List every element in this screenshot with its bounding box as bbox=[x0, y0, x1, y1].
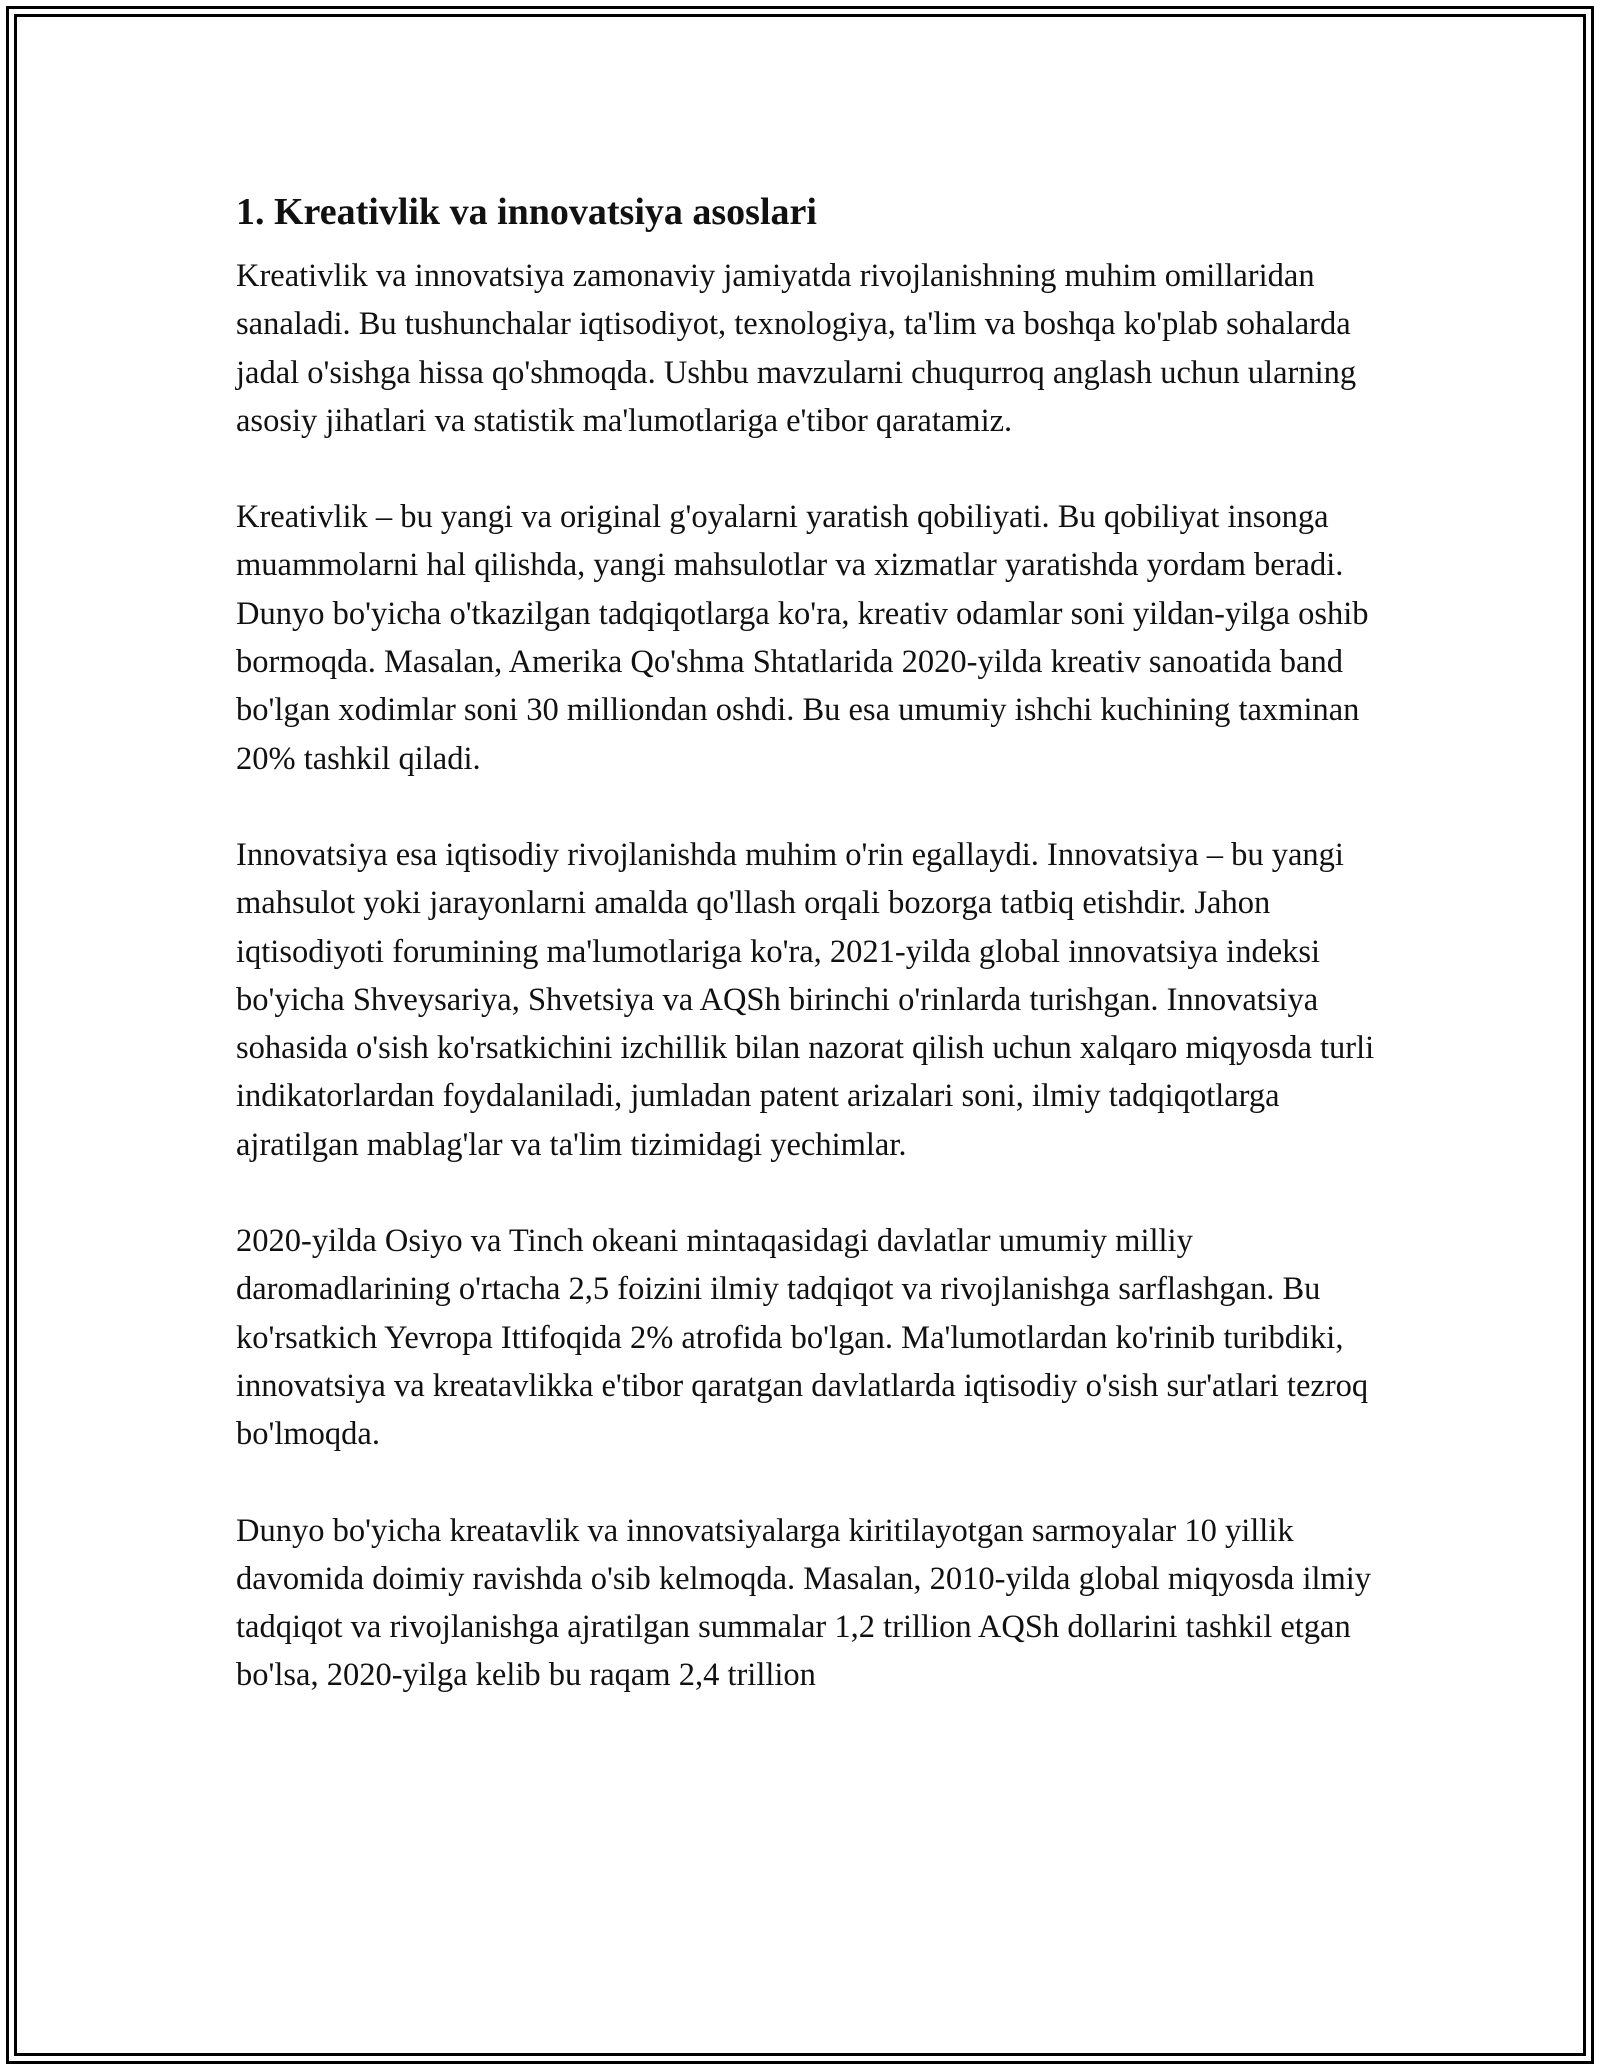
paragraph-investments: Dunyo bo'yicha kreatavlik va innovatsiyalarga kiritilayotgan sarmoyalar 10 yillik davomida doimiy ravishda o'sib kelmoqda. Masalan, 2010-yilda global miqyosda ilmiy tadqiqot va rivojlanishga ajratilgan summalar 1,2 trillion AQSh dollarini tashkil etgan bo'lsa, 2020-yilga kelib bu raqam 2,4 trillion bbox=[236, 1512, 1372, 1694]
document-body bbox=[236, 184, 1376, 1748]
paragraph-innovation: Innovatsiya esa iqtisodiy rivojlanishda muhim o'rin egallaydi. Innovatsiya – bu yangi mahsulot yoki jarayonlarni amalda qo'llash orqali bozorga tatbiq etishdir. Jahon iqtisodiyoti forumining ma'lumotlariga ko'ra, 2021-yilda global innovatsiya indeksi bo'yicha Shveysariya, Shvetsiya va AQSh birinchi o'rinlarda turishgan. Innovatsiya sohasida o'sish ko'rsatkichini izchillik bilan nazorat qilish uchun xalqaro miqyosda turli indikatorlardan foydalaniladi, jumladan patent arizalari soni, ilmiy tadqiqotlarga ajratilgan mablag'lar va ta'lim tizimidagi yechimlar. bbox=[236, 836, 1375, 1163]
paragraph-asia-pacific: 2020-yilda Osiyo va Tinch okeani mintaqasidagi davlatlar umumiy milliy daromadlarining o'rtacha 2,5 foizini ilmiy tadqiqot va rivojlanishga sarflashgan. Bu ko'rsatkich Yevropa Ittifoqida 2% atrofida bo'lgan. Ma'lumotlardan ko'rinib turibdiki, innovatsiya va kreatavlikka e'tibor qaratgan davlatlarda iqtisodiy o'sish sur'atlari tezroq bo'lmoqda. bbox=[236, 1223, 1369, 1453]
section-heading: 1. Kreativlik va innovatsiya asoslari bbox=[236, 191, 817, 233]
paragraph-creativity: Kreativlik – bu yangi va original g'oyalarni yaratish qobiliyati. Bu qobiliyat insonga muammolarni hal qilishda, yangi mahsulotlar va xizmatlar yaratishda yordam beradi. Dunyo bo'yicha o'tkazilgan tadqiqotlarga ko'ra, kreativ odamlar soni yildan-yilga oshib bormoqda. Masalan, Amerika Qo'shma Shtatlarida 2020-yilda kreativ sanoatida band bo'lgan xodimlar soni 30 milliondan oshdi. Bu esa umumiy ishchi kuchining taxminan 20% tashkil qiladi. bbox=[236, 499, 1369, 777]
paragraph-intro: Kreativlik va innovatsiya zamonaviy jamiyatda rivojlanishning muhim omillaridan sanaladi. Bu tushunchalar iqtisodiyot, texnologiya, ta'lim va boshqa ko'plab sohalarda jadal o'sishga hissa qo'shmoqda. Ushbu mavzularni chuqurroq anglash uchun ularning asosiy jihatlari va statistik ma'lumotlariga e'tibor qaratamiz. bbox=[236, 258, 1357, 439]
